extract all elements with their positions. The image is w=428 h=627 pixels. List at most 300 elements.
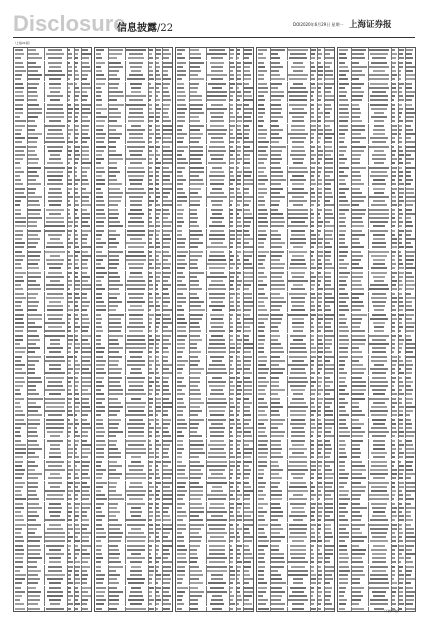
table-cell — [68, 192, 71, 194]
table-cell — [48, 192, 63, 194]
table-cell — [96, 314, 102, 316]
table-cell — [47, 305, 64, 307]
table-cell — [127, 406, 145, 408]
table-cell — [237, 242, 241, 244]
table-cell — [28, 343, 36, 345]
table-cell — [109, 297, 117, 299]
table-cell — [15, 582, 23, 584]
table-cell — [96, 431, 106, 433]
table-cell — [15, 309, 23, 311]
table-cell — [230, 284, 233, 286]
table-cell — [163, 150, 173, 152]
table-cell — [230, 461, 235, 463]
table-cell — [109, 524, 123, 526]
table-cell — [68, 482, 73, 484]
table-cell — [163, 591, 170, 593]
table-cell — [75, 175, 78, 177]
table-cell — [237, 276, 240, 278]
table-cell — [149, 574, 154, 576]
table-cell — [230, 78, 234, 80]
table-cell — [190, 314, 204, 316]
table-cell — [156, 528, 161, 530]
table-cell — [177, 49, 185, 51]
table-cell — [68, 515, 71, 517]
table-cell — [68, 511, 73, 513]
table-cell — [177, 393, 186, 395]
table-cell — [28, 330, 37, 332]
table-cell — [28, 276, 42, 278]
table-cell — [68, 183, 72, 185]
table-cell — [156, 427, 161, 429]
table-cell — [230, 465, 235, 467]
table-cell — [244, 91, 252, 93]
table-cell — [163, 494, 173, 496]
table-cell — [156, 225, 161, 227]
table-cell — [156, 595, 161, 597]
table-cell — [75, 599, 78, 601]
table-cell — [126, 519, 146, 521]
table-cell — [177, 515, 187, 517]
table-cell — [177, 104, 187, 106]
table-cell — [208, 133, 225, 135]
table-cell — [230, 309, 235, 311]
table-cell — [49, 66, 60, 68]
table-cell — [96, 477, 103, 479]
table-cell — [190, 146, 204, 148]
table-cell — [163, 272, 171, 274]
table-cell — [68, 301, 73, 303]
table-cell — [177, 368, 184, 370]
table-cell — [177, 150, 185, 152]
table-cell — [28, 62, 36, 64]
table-cell — [156, 393, 160, 395]
table-cell — [15, 259, 23, 261]
table-cell — [15, 53, 24, 55]
table-cell — [230, 183, 233, 185]
table-cell — [127, 524, 145, 526]
table-cell — [109, 603, 120, 605]
table-cell — [156, 385, 161, 387]
table-cell — [163, 570, 173, 572]
table-cell — [230, 234, 235, 236]
table-cell — [230, 419, 234, 421]
table-cell — [75, 536, 79, 538]
table-cell — [163, 217, 168, 219]
table-cell — [211, 116, 224, 118]
disclosure-table-area — [13, 41, 416, 612]
table-cell — [75, 360, 79, 362]
table-cell — [244, 120, 253, 122]
table-cell — [190, 351, 202, 353]
table-cell — [75, 473, 78, 475]
table-cell — [177, 221, 184, 223]
table-cell — [48, 318, 62, 320]
table-cell — [237, 120, 242, 122]
table-cell — [75, 183, 78, 185]
table-cell — [163, 108, 170, 110]
table-cell — [126, 440, 146, 442]
table-cell — [47, 108, 62, 110]
table-cell — [230, 486, 233, 488]
table-cell — [28, 477, 38, 479]
table-cell — [82, 410, 91, 412]
table-cell — [128, 263, 145, 265]
table-cell — [156, 461, 162, 463]
table-cell — [177, 230, 183, 232]
table-cell — [68, 234, 71, 236]
table-cell — [96, 377, 105, 379]
table-cell — [47, 528, 64, 530]
table-cell — [128, 444, 143, 446]
table-cell — [163, 213, 170, 215]
table-cell — [149, 582, 152, 584]
table-cell — [82, 414, 89, 416]
table-cell — [68, 53, 72, 55]
table-cell — [230, 427, 233, 429]
table-cell — [109, 377, 122, 379]
table-cell — [82, 557, 90, 559]
table-cell — [207, 276, 228, 278]
table-cell — [130, 356, 141, 358]
table-cell — [177, 498, 184, 500]
table-cell — [15, 372, 26, 374]
table-cell — [212, 213, 222, 215]
table-cell — [149, 91, 152, 93]
table-cell — [82, 146, 90, 148]
table-cell — [82, 393, 92, 395]
table-cell — [208, 524, 227, 526]
table-cell — [75, 515, 80, 517]
table-cell — [109, 351, 120, 353]
table-cell — [109, 104, 124, 106]
table-cell — [190, 343, 197, 345]
table-cell — [68, 398, 73, 400]
table-cell — [244, 515, 251, 517]
table-cell — [244, 112, 253, 114]
table-cell — [156, 99, 161, 101]
table-cell — [28, 360, 39, 362]
table-cell — [75, 221, 79, 223]
table-cell — [230, 171, 233, 173]
table-cell — [149, 179, 152, 181]
table-cell — [190, 234, 203, 236]
table-cell — [208, 406, 226, 408]
table-cell — [68, 603, 73, 605]
table-cell — [230, 515, 235, 517]
table-cell — [237, 230, 242, 232]
table-cell — [82, 133, 88, 135]
table-cell — [96, 179, 105, 181]
table-cell — [82, 74, 89, 76]
table-cell — [190, 112, 205, 114]
table-cell — [156, 503, 160, 505]
table-cell — [28, 486, 38, 488]
table-cell — [127, 129, 145, 131]
table-cell — [190, 293, 198, 295]
table-cell — [190, 419, 204, 421]
table-cell — [82, 461, 90, 463]
table-cell — [149, 448, 152, 450]
table-cell — [96, 515, 106, 517]
table-cell — [149, 414, 153, 416]
table-cell — [190, 150, 203, 152]
table-cell — [75, 372, 79, 374]
table-cell — [211, 66, 223, 68]
table-cell — [207, 108, 226, 110]
table-cell — [82, 368, 90, 370]
table-cell — [129, 133, 143, 135]
table-cell — [244, 372, 253, 374]
table-cell — [68, 423, 73, 425]
table-cell — [45, 532, 66, 534]
table-cell — [156, 188, 160, 190]
table-cell — [126, 473, 145, 475]
table-cell — [163, 116, 169, 118]
table-cell — [156, 591, 160, 593]
table-cell — [15, 498, 26, 500]
table-cell — [109, 511, 121, 513]
table-cell — [149, 112, 154, 114]
table-cell — [211, 318, 224, 320]
table-cell — [149, 578, 153, 580]
table-cell — [149, 389, 154, 391]
table-cell — [177, 108, 187, 110]
table-cell — [75, 137, 78, 139]
table-cell — [163, 410, 168, 412]
table-cell — [47, 171, 63, 173]
table-cell — [28, 234, 38, 236]
table-cell — [75, 225, 79, 227]
table-cell — [149, 66, 152, 68]
table-cell — [230, 179, 235, 181]
table-cell — [230, 154, 233, 156]
table-cell — [15, 511, 21, 513]
table-cell — [15, 221, 26, 223]
table-cell — [149, 242, 152, 244]
table-cell — [96, 423, 103, 425]
table-cell — [190, 490, 203, 492]
table-cell — [190, 297, 199, 299]
table-cell — [210, 322, 223, 324]
table-cell — [49, 213, 62, 215]
table-cell — [190, 238, 199, 240]
table-cell — [230, 116, 235, 118]
table-cell — [96, 351, 105, 353]
table-cell — [177, 322, 187, 324]
table-cell — [190, 410, 202, 412]
table-cell — [163, 608, 171, 610]
table-cell — [82, 452, 92, 454]
table-cell — [230, 385, 235, 387]
table-cell — [131, 87, 141, 89]
table-cell — [177, 129, 183, 131]
table-cell — [211, 423, 223, 425]
table-cell — [128, 213, 144, 215]
table-cell — [75, 70, 78, 72]
table-cell — [68, 225, 73, 227]
table-cell — [244, 263, 252, 265]
table-cell — [82, 246, 92, 248]
table-cell — [15, 519, 24, 521]
table-cell — [163, 78, 172, 80]
table-cell — [109, 473, 123, 475]
table-cell — [15, 120, 26, 122]
table-cell — [163, 482, 173, 484]
table-cell — [244, 385, 252, 387]
table-cell — [156, 574, 161, 576]
table-cell — [156, 104, 160, 106]
table-cell — [28, 456, 39, 458]
table-cell — [128, 309, 143, 311]
table-cell — [50, 91, 61, 93]
table-cell — [230, 318, 233, 320]
table-cell — [75, 356, 78, 358]
table-cell — [237, 435, 241, 437]
table-cell — [96, 162, 101, 164]
table-cell — [50, 448, 60, 450]
table-cell — [109, 108, 118, 110]
table-cell — [190, 360, 201, 362]
table-cell — [190, 469, 201, 471]
table-cell — [237, 402, 240, 404]
table-cell — [15, 389, 21, 391]
table-cell — [109, 267, 117, 269]
table-cell — [127, 326, 145, 328]
table-cell — [49, 582, 61, 584]
table-cell — [96, 465, 102, 467]
table-cell — [96, 608, 103, 610]
table-cell — [230, 272, 235, 274]
table-column — [94, 47, 173, 612]
table-cell — [15, 528, 22, 530]
table-cell — [48, 477, 62, 479]
table-cell — [109, 482, 117, 484]
table-cell — [109, 398, 118, 400]
table-cell — [244, 99, 254, 101]
table-cell — [15, 284, 21, 286]
table-cell — [244, 213, 252, 215]
table-cell — [75, 385, 79, 387]
table-cell — [177, 238, 186, 240]
table-cell — [207, 53, 226, 55]
table-cell — [75, 314, 78, 316]
table-cell — [68, 347, 71, 349]
table-cell — [210, 192, 224, 194]
table-cell — [230, 108, 233, 110]
table-cell — [156, 183, 159, 185]
table-cell — [156, 108, 161, 110]
table-cell — [15, 545, 24, 547]
table-cell — [68, 456, 73, 458]
table-cell — [82, 83, 91, 85]
table-cell — [109, 486, 117, 488]
table-cell — [244, 406, 250, 408]
table-cell — [68, 141, 73, 143]
table-cell — [75, 427, 78, 429]
table-cell — [45, 519, 64, 521]
table-cell — [109, 314, 124, 316]
table-cell — [237, 192, 241, 194]
table-cell — [46, 419, 65, 421]
table-cell — [15, 360, 21, 362]
table-cell — [163, 112, 168, 114]
table-cell — [48, 566, 62, 568]
table-cell — [163, 511, 168, 513]
table-cell — [82, 469, 89, 471]
table-cell — [75, 74, 79, 76]
table-cell — [47, 494, 63, 496]
table-cell — [230, 414, 234, 416]
table-cell — [209, 410, 226, 412]
table-cell — [156, 57, 160, 59]
table-cell — [244, 53, 252, 55]
table-cell — [149, 108, 152, 110]
table-cell — [96, 230, 104, 232]
table-cell — [47, 385, 63, 387]
table-cell — [68, 561, 73, 563]
table-cell — [28, 318, 43, 320]
table-cell — [68, 406, 72, 408]
table-cell — [130, 162, 141, 164]
table-cell — [68, 444, 71, 446]
table-cell — [156, 381, 160, 383]
table-cell — [109, 137, 121, 139]
table-cell — [28, 87, 37, 89]
table-cell — [156, 87, 159, 89]
table-cell — [96, 83, 106, 85]
table-cell — [244, 255, 253, 257]
table-cell — [109, 419, 121, 421]
table-cell — [109, 272, 119, 274]
table-cell — [244, 398, 249, 400]
table-cell — [230, 335, 233, 337]
table-cell — [28, 293, 39, 295]
table-cell — [211, 515, 222, 517]
table-cell — [230, 255, 234, 257]
table-cell — [230, 528, 234, 530]
table-cell — [156, 234, 159, 236]
table-cell — [237, 259, 241, 261]
table-cell — [15, 263, 21, 265]
table-cell — [177, 406, 187, 408]
table-cell — [82, 448, 91, 450]
table-cell — [130, 83, 142, 85]
table-cell — [96, 507, 102, 509]
table-cell — [237, 83, 243, 85]
table-cell — [68, 309, 73, 311]
table-cell — [28, 183, 41, 185]
table-cell — [15, 192, 25, 194]
table-cell — [96, 381, 102, 383]
table-cell — [45, 360, 65, 362]
table-cell — [177, 377, 185, 379]
table-cell — [156, 566, 159, 568]
table-cell — [163, 175, 171, 177]
table-cell — [15, 188, 25, 190]
table-cell — [237, 503, 242, 505]
table-cell — [244, 297, 252, 299]
table-cell — [163, 74, 169, 76]
table-cell — [28, 608, 40, 610]
table-cell — [109, 385, 121, 387]
table-cell — [46, 608, 64, 610]
table-cell — [48, 57, 63, 59]
table-cell — [163, 360, 169, 362]
table-cell — [46, 53, 63, 55]
table-cell — [15, 209, 21, 211]
table-cell — [96, 536, 106, 538]
table-cell — [109, 301, 123, 303]
